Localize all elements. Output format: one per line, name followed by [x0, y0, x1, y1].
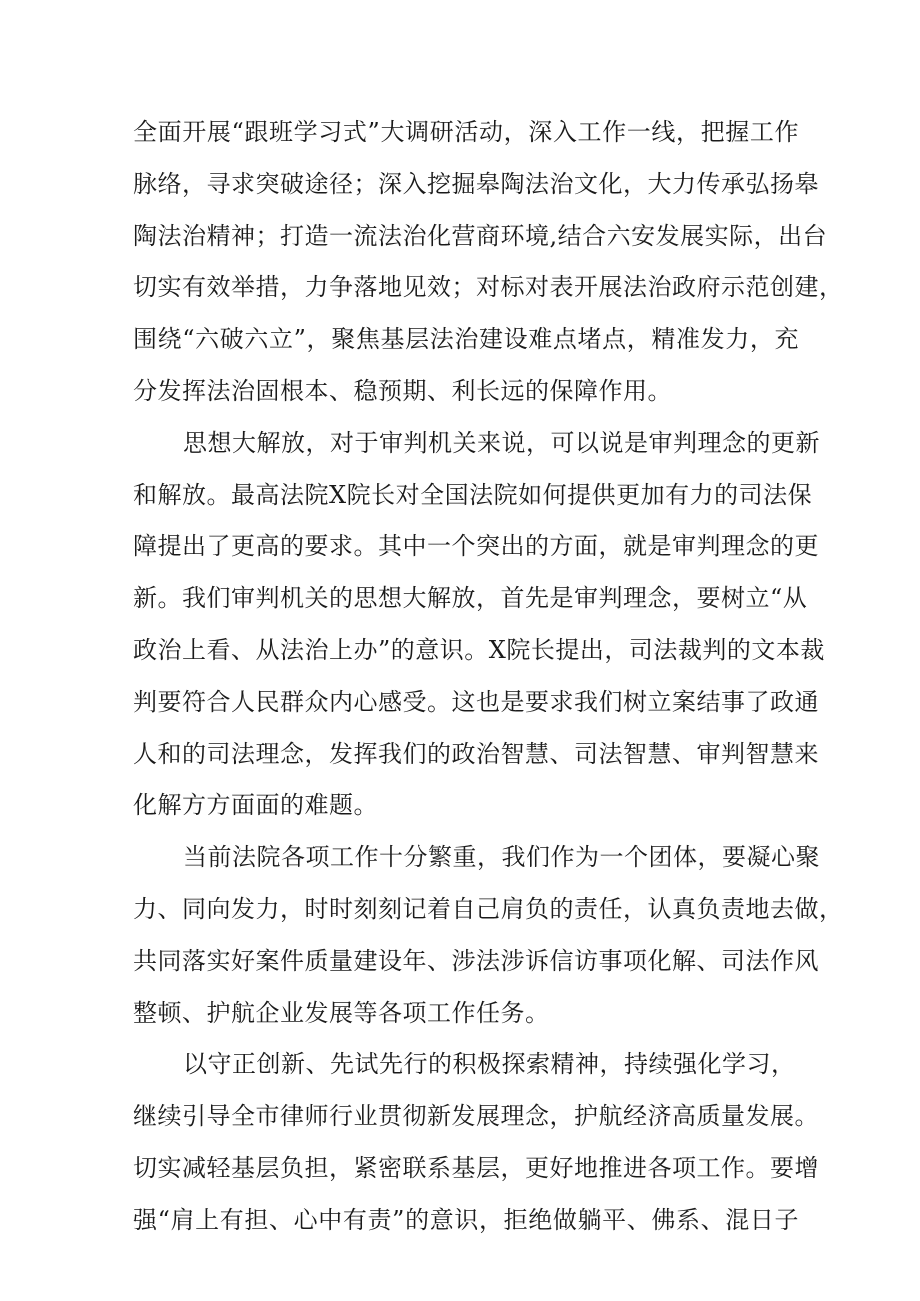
text-line: 判要符合人民群众内心感受。这也是要求我们树立案结事了政通	[133, 687, 819, 716]
text-line: 共同落实好案件质量建设年、涉法涉诉信访事项化解、司法作风	[133, 946, 819, 975]
text-line: 强“肩上有担、心中有责”的意识，拒绝做躺平、佛系、混日子	[133, 1205, 799, 1234]
text-line: 全面开展“跟班学习式”大调研活动，深入工作一线，把握工作	[133, 118, 799, 146]
text-line: 障提出了更高的要求。其中一个突出的方面，就是审判理念的更	[133, 532, 819, 561]
text-line: 以守正创新、先试先行的积极探索精神，持续强化学习，	[183, 1050, 796, 1079]
text-line: 当前法院各项工作十分繁重，我们作为一个团体，要凝心聚	[183, 843, 820, 872]
text-line: 切实减轻基层负担，紧密联系基层，更好地推进各项工作。要增	[133, 1153, 819, 1182]
paragraph	[133, 107, 844, 418]
text-line: 人和的司法理念，发挥我们的政治智慧、司法智慧、审判智慧来	[133, 739, 819, 768]
text-line: 陶法治精神；打造一流法治化营商环境,结合六安发展实际，出台	[133, 221, 828, 250]
paragraph	[133, 1039, 819, 1246]
text-line: 分发挥法治固根本、稳预期、利长远的保障作用。	[133, 376, 672, 405]
paragraph	[133, 418, 825, 832]
text-line: 围绕“六破六立”，聚焦基层法治建设难点堵点，精准发力，充	[133, 325, 799, 354]
text-line: 切实有效举措，力争落地见效；对标对表开展法治政府示范创建，	[133, 273, 844, 302]
text-line: 力、同向发力，时时刻刻记着自己肩负的责任，认真负责地去做，	[133, 894, 844, 923]
text-line: 思想大解放，对于审判机关来说，可以说是审判理念的更新	[183, 428, 820, 457]
text-line: 政治上看、从法治上办”的意识。X院长提出，司法裁判的文本裁	[133, 635, 825, 664]
paragraph	[133, 832, 844, 1039]
text-line: 继续引导全市律师行业贯彻新发展理念，护航经济高质量发展。	[133, 1102, 819, 1131]
text-line: 脉络，寻求突破途径；深入挖掘皋陶法治文化，大力传承弘扬皋	[133, 169, 819, 198]
document-body	[133, 107, 844, 1247]
text-line: 整顿、护航企业发展等各项工作任务。	[133, 998, 550, 1027]
text-line: 化解方方面面的难题。	[133, 791, 378, 820]
text-line: 和解放。最高法院X院长对全国法院如何提供更加有力的司法保	[133, 480, 813, 509]
text-line: 新。我们审判机关的思想大解放，首先是审判理念，要树立“从	[133, 584, 808, 613]
